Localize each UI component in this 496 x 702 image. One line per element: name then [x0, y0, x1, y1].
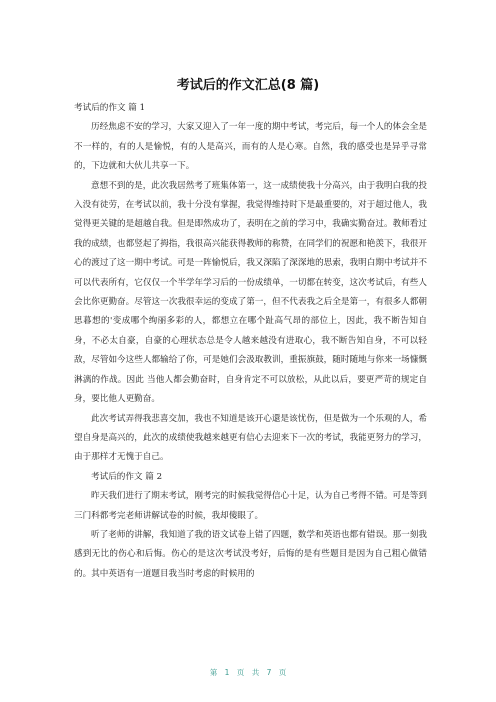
paragraph-3: 此次考试弄得我悲喜交加，我也不知道是该开心還是该忧伤，但是做为一个乐观的人，希望自身是高兴的，此次的成绩使我越来越更有信心去迎来下一次的考试，我能更努力的学习，由于那样才无愧于自己。 [74, 413, 427, 463]
document-title: 考试后的作文汇总(8 篇) [176, 78, 320, 93]
section-heading-1: 考试后的作文 篇 1 [74, 103, 146, 113]
paragraph-1: 历经焦虑不安的学习，大家又迎入了一年一度的期中考试，考完后，每一个人的体会全是不一样的，有的人是愉悦，有的人是高兴，而有的人是心寒。自然，我的感受也是异乎寻常的，下边就和大伙儿共享一下。 [74, 122, 427, 172]
paragraph-2: 意想不到的是，此次我居然考了班集体第一，这一成绩使我十分高兴，由于我明白我的投入没有徒劳，在考试以前，我十分没有掌握，我觉得维持时下是最重要的，对于超过他人，我觉得更关键的是超越自我。但是即然成功了，表明在之前的学习中，我确实勤奋过。教师看过我的成绩，也都竖起了拇指，我很高兴能获得教师的称赞，在同学们的祝愿和艳羡下，我很开心的渡过了这一期中考试。可是一阵愉悦后，我又深陷了深深地的思索，我明白期中考试并不可以代表所有，它仅仅一个半学年学习后的一份成绩单，一切都在转变，这次考试后，有些人会比你更勤奋。尽管这一次我很幸运的变成了第一，但不代表我之后全是第一，有很多人都朝思暮想的'变成哪个绚丽多彩的人，都想立在哪个趾高气昂的部位上，因此，我不断告知自身，不必太自豪，自豪的心理状态总是令人越来越没有进取心，我不断告知自身，不可以轻敌，尽管如今这些人都输给了你，可是她们会汲取教训，重振旗鼓，随时随地与你来一场慷慨淋漓的作战。因此 当他人都会勤奋时，自身肯定不可以放松，从此以后，要更严苛的规定自身，要比他人更勤奋。 [74, 180, 427, 405]
paragraph-4: 昨天我们进行了期末考试，刚考完的时候我觉得信心十足，认为自己考得不错。可是等到三门科都考完老师讲解试卷的时候，我却傻眼了。 [74, 491, 427, 521]
page-number-footer: 第 1 页 共 7 页 [209, 668, 287, 677]
document-body [74, 99, 427, 584]
section-heading-2: 考试后的作文 篇 2 [91, 471, 163, 482]
paragraph-5: 听了老师的讲解，我知道了我的语文试卷上错了四题，数学和英语也都有错误。那一刻我感到无比的伤心和后悔。伤心的是这次考试没考好，后悔的是有些题目是因为自己粗心做错的。其中英语有一道题目我当时考虑的时候用的 [74, 529, 427, 579]
